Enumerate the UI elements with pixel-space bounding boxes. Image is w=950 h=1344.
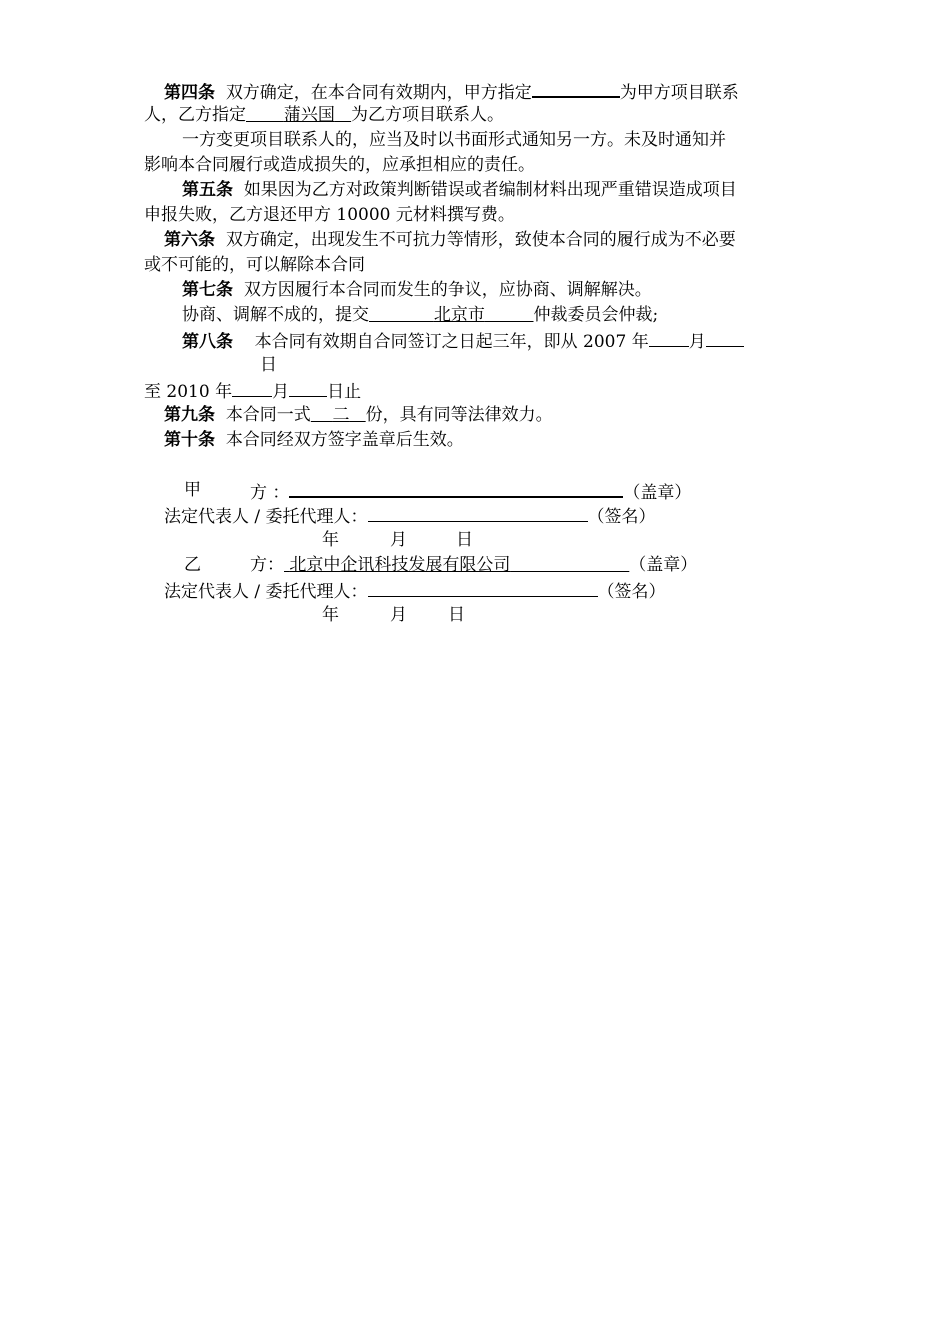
party-a-date-day: 日 <box>456 530 473 550</box>
party-b-rep-blank[interactable] <box>368 578 598 597</box>
party-b-line <box>250 553 697 577</box>
art7-line2 <box>182 303 658 327</box>
copies-count: 二 <box>332 405 350 425</box>
art7-line1 <box>182 278 652 302</box>
art9-text-b: 份，具有同等法律效力。 <box>365 405 553 425</box>
start-month-blank[interactable] <box>649 328 689 347</box>
art4-line2 <box>144 103 504 127</box>
art8-month-label: 月 <box>688 332 706 352</box>
art5-text-a: 如果因为乙方对政策判断错误或者编制材料出现严重错误造成项目 <box>243 180 737 200</box>
art10-label: 第十条 <box>164 430 215 450</box>
art5-line1 <box>182 178 737 202</box>
art6-line2: 或不可能的，可以解除本合同 <box>144 255 365 275</box>
start-day-blank[interactable] <box>706 328 744 347</box>
art6-label: 第六条 <box>164 230 215 250</box>
art8-month-label-2: 月 <box>272 382 290 402</box>
party-a-date-month: 月 <box>390 530 407 550</box>
arbitration-city: 北京市 <box>433 305 485 325</box>
party-b-rep-line <box>164 578 666 602</box>
party-a-date-year: 年 <box>322 530 339 550</box>
art4-text-d: 为乙方项目联系人。 <box>351 105 505 125</box>
party-a-rep-line <box>164 503 656 527</box>
art10-text: 本合同经双方签字盖章后生效。 <box>225 430 464 450</box>
art4-text-c: 人，乙方指定 <box>144 105 246 125</box>
art8-day-label: 日 <box>260 355 277 375</box>
art8-line2 <box>144 378 361 402</box>
art9-line <box>164 403 553 427</box>
art4-label: 第四条 <box>164 83 215 103</box>
art5-line2: 申报失败，乙方退还甲方 10000 元材料撰写费。 <box>144 205 515 225</box>
party-b-date-month: 月 <box>390 605 407 625</box>
art7-text-c: 仲裁委员会仲裁; <box>533 305 659 325</box>
art10-line <box>164 428 464 452</box>
art4-text-b: 为甲方项目联系 <box>619 83 739 103</box>
art9-text-a: 本合同一式 <box>225 405 311 425</box>
party-b-date-year: 年 <box>322 605 339 625</box>
art4-p2-line1: 一方变更项目联系人的，应当及时以书面形式通知另一方。未及时通知并 <box>182 130 726 150</box>
art8-text-b: 至 2010 年 <box>144 382 233 402</box>
party-a-rep-label: 法定代表人 / 委托代理人： <box>164 507 368 527</box>
art7-label: 第七条 <box>182 280 233 300</box>
party-b-name: 北京中企讯科技发展有限公司 <box>289 555 511 575</box>
art6-line1 <box>164 228 736 252</box>
art7-text-b: 协商、调解不成的，提交 <box>182 305 369 325</box>
party-a-contact-blank[interactable] <box>532 78 620 98</box>
party-b-contact: 蒲兴国 <box>283 105 335 125</box>
art8-label: 第八条 <box>182 332 233 352</box>
party-a-signature: （签名） <box>587 507 656 527</box>
party-b-rep-label: 法定代表人 / 委托代理人： <box>164 582 368 602</box>
party-b-signature: （签名） <box>597 582 666 602</box>
party-a-label-2: 方 ： <box>250 483 290 503</box>
art8-text-c: 日止 <box>327 382 362 402</box>
art8-text-a: 本合同有效期自合同签订之日起三年，即从 2007 年 <box>254 332 649 352</box>
party-a-name-blank[interactable] <box>289 478 623 498</box>
party-a-line <box>250 478 691 502</box>
party-b-date-day: 日 <box>448 605 465 625</box>
art5-label: 第五条 <box>182 180 233 200</box>
end-day-blank[interactable] <box>289 378 327 397</box>
art8-line1 <box>182 328 744 352</box>
end-month-blank[interactable] <box>232 378 272 397</box>
art6-text-a: 双方确定，出现发生不可抗力等情形，致使本合同的履行成为不必要 <box>225 230 736 250</box>
party-a-seal: （盖章） <box>623 483 692 503</box>
party-a-label: 甲 <box>184 480 201 500</box>
party-b-seal: （盖章） <box>629 555 698 575</box>
party-b-label-2: 方： <box>250 555 284 575</box>
art9-label: 第九条 <box>164 405 215 425</box>
art4-p2-line2: 影响本合同履行或造成损失的，应承担相应的责任。 <box>144 155 535 175</box>
art7-text-a: 双方因履行本合同而发生的争议，应协商、调解解决。 <box>243 280 652 300</box>
party-b-label: 乙 <box>184 555 201 575</box>
party-a-rep-blank[interactable] <box>368 503 588 522</box>
art4-line1 <box>164 78 739 102</box>
art4-text-a: 双方确定，在本合同有效期内，甲方指定 <box>225 83 532 103</box>
